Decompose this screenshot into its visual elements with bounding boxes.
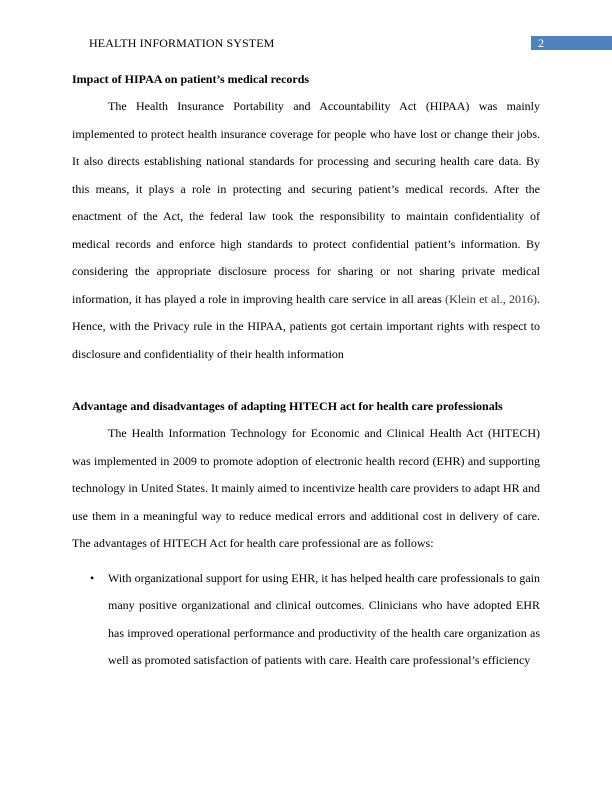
running-header-title: HEALTH INFORMATION SYSTEM (89, 36, 275, 50)
advantages-list (72, 565, 540, 675)
section-heading-hipaa: Impact of HIPAA on patient’s medical records (72, 72, 310, 86)
section-heading-hitech: Advantage and disadvantages of adapting HITECH act for health care professionals (72, 399, 503, 413)
bullet-icon: • (90, 570, 95, 585)
paragraph-hipaa-text-1: The Health Insurance Portability and Accountability Act (HIPAA) was mainly implemented to protect health insurance coverage for people who have lost or change their jobs. It also directs establishing national standards for processing and securing health care data. By this means, it plays a role in protecting and securing patient’s medical records. After the enactment of the Act, the federal law took the responsibility to maintain confidentiality of medical records and enforce high standards to protect confidential patient’s information. By considering the appropriate disclosure process for sharing or not sharing private medical information, it has played a role in improving health care service in all areas (72, 99, 540, 306)
paragraph-hipaa-text-2: . Hence, with the Privacy rule in the HIPAA, patients got certain important rights with respect to disclosure and confidentiality of their health information (72, 291, 540, 361)
page-number-badge: 2 (531, 36, 612, 50)
citation-klein: (Klein et al., 2016) (445, 291, 537, 306)
document-body (72, 70, 540, 675)
list-item-text: With organizational support for using EHR, it has helped health care professionals to gain many positive organizational and clinical outcomes. Clinicians who have adopted EHR has improved operational performance and productivity of the health care organization as well as promoted satisfaction of patients with care. Health care professional’s efficiency (108, 570, 540, 667)
list-item (72, 565, 540, 675)
paragraph-hipaa (72, 93, 540, 368)
paragraph-hitech: The Health Information Technology for Economic and Clinical Health Act (HITECH) was implemented in 2009 to promote adoption of electronic health record (EHR) and supporting technology in United States. It mainly aimed to incentivize health care providers to adapt HR and use them in a meaningful way to reduce medical errors and additional cost in delivery of care. The advantages of HITECH Act for health care professional are as follows: (72, 426, 540, 550)
